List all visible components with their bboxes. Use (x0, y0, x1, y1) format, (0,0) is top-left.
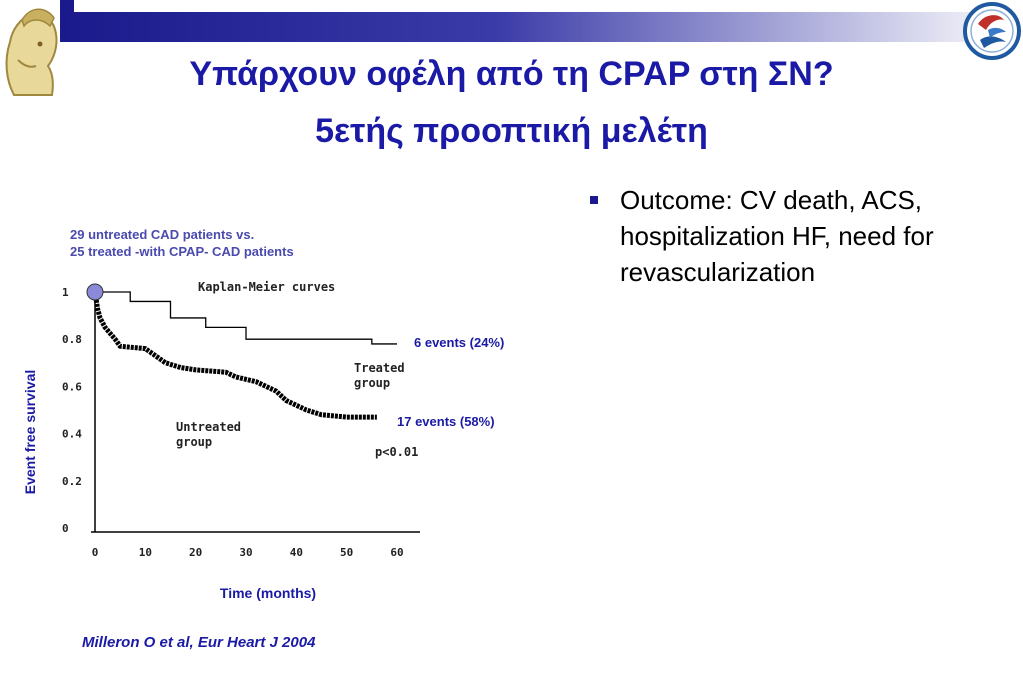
y-tick-label: 0.4 (62, 427, 82, 441)
x-tick-label: 0 (91, 546, 99, 559)
citation: Milleron O et al, Eur Heart J 2004 (82, 634, 316, 651)
x-tick-label: 50 (340, 546, 354, 559)
y-tick-label: 0.8 (62, 333, 82, 347)
untreated-group-label-line1: Untreated (176, 420, 242, 434)
x-tick-label: 30 (239, 546, 253, 559)
treated-group-label-line1: Treated (354, 361, 405, 375)
y-tick-label: 0.6 (62, 380, 82, 394)
x-tick-label: 10 (138, 546, 152, 559)
x-tick-label: 60 (390, 546, 404, 559)
x-tick-label: 20 (189, 546, 203, 559)
y-tick-label: 0 (62, 522, 69, 535)
chart-subtitle-line2: 25 treated -with CPAP- CAD patients (70, 244, 294, 259)
bullet-text: Outcome: CV death, ACS, hospitalization HF, need for revascularization (620, 185, 934, 287)
untreated-events-label: 17 events (58%) (397, 414, 495, 429)
x-tick-label: 40 (289, 546, 303, 559)
kaplan-meier-chart (0, 210, 560, 620)
treated-events-label: 6 events (24%) (414, 335, 505, 350)
y-axis-label: Event free survival (22, 369, 38, 495)
treated-group-label-line2: group (354, 376, 391, 390)
slide-title-line1: Υπάρχουν οφέλη από τη CPAP στη ΣΝ? (189, 55, 834, 93)
x-axis-label: Time (months) (219, 585, 317, 601)
untreated-group-line (95, 292, 377, 417)
p-value-label: p<0.01 (375, 445, 419, 459)
bullet-square-icon (590, 196, 598, 204)
y-tick-label: 1 (62, 286, 69, 299)
slide-title-line2: 5ετής προοπτική μελέτη (315, 112, 708, 150)
treated-group-line (95, 292, 397, 344)
untreated-group-label-line2: group (176, 435, 213, 449)
society-emblem-icon (962, 0, 1022, 62)
chart-subtitle-line1: 29 untreated CAD patients vs. (70, 227, 255, 242)
y-tick-label: 0.2 (62, 474, 82, 488)
chart-series (87, 284, 397, 417)
chart-title: Kaplan-Meier curves (198, 280, 336, 294)
header-gradient-bar (60, 0, 1023, 42)
curve-start-marker (87, 284, 103, 300)
